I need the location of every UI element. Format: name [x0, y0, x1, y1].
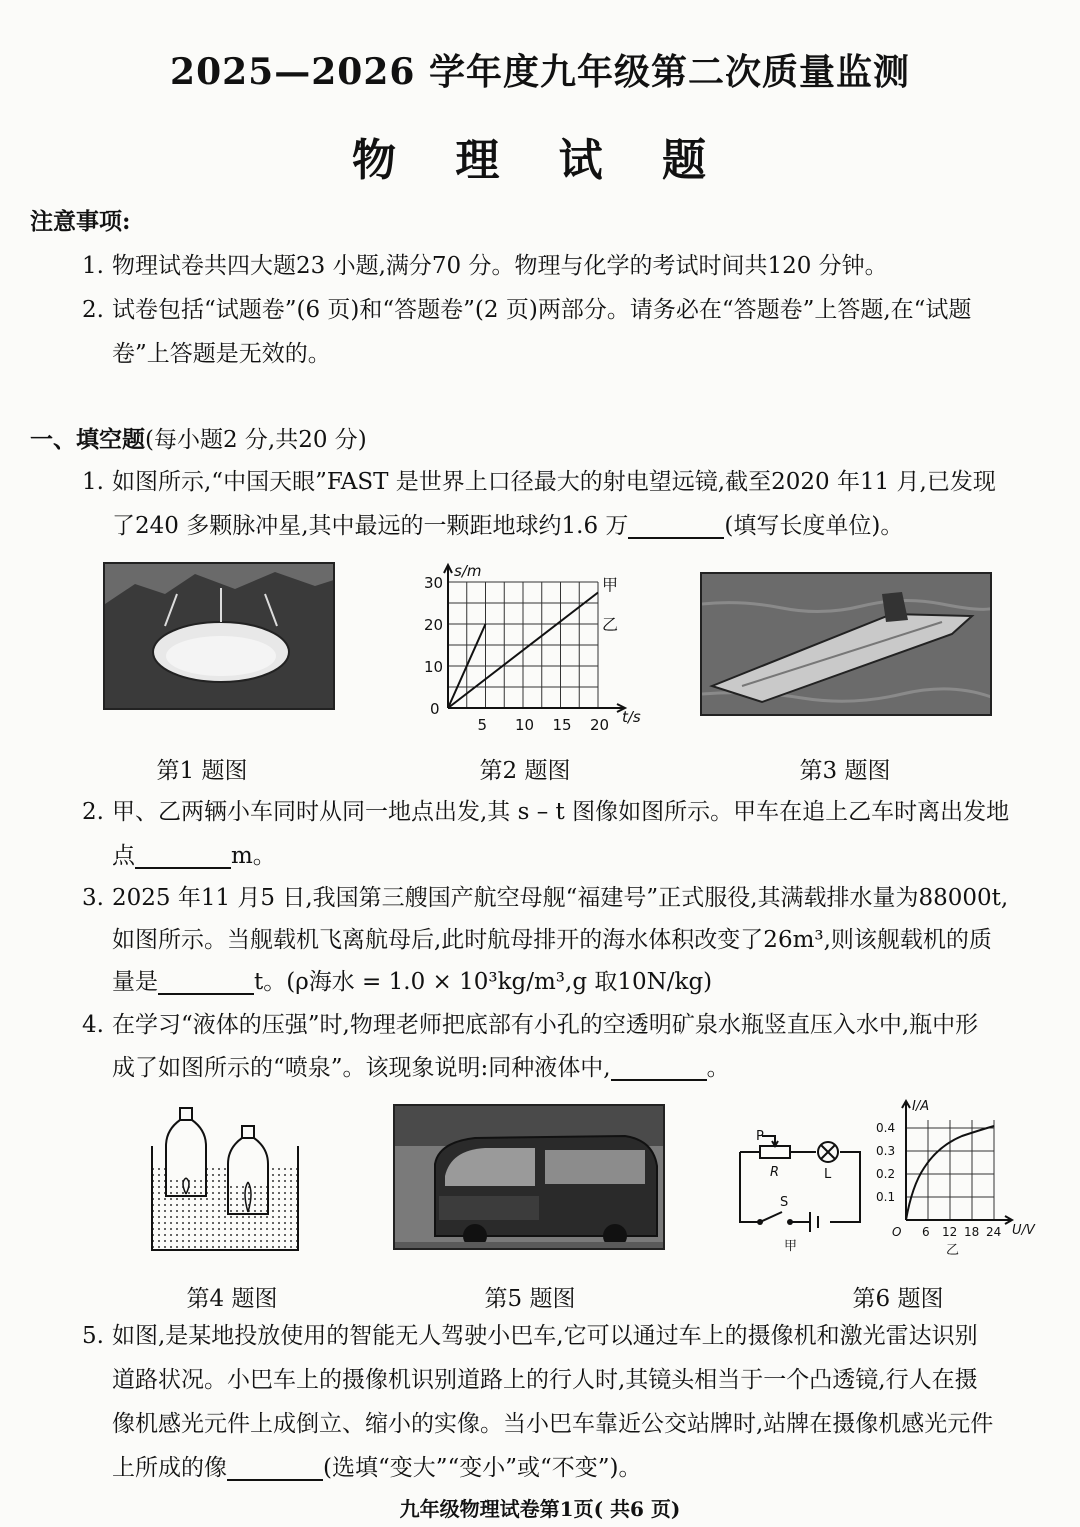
- q1-answer-blank[interactable]: [628, 511, 724, 539]
- notice-item-1: [82, 244, 888, 288]
- section-note: (每小题2 分,共20 分): [145, 427, 367, 453]
- q3-line2: 如图所示。当舰载机飞离航母后,此时航母排开的海水体积改变了26m³,则该舰载机的质: [112, 927, 992, 953]
- q1-line2: [112, 504, 903, 548]
- fast-telescope-photo: [103, 562, 335, 710]
- xtick-label: 5: [477, 716, 488, 734]
- q5-answer-blank[interactable]: [227, 1453, 323, 1481]
- section-heading: [30, 418, 367, 462]
- aircraft-carrier-photo: [700, 572, 992, 716]
- origin-label: 0: [430, 700, 440, 718]
- exam-title: 2025—2026 学年度九年级第二次质量监测: [170, 51, 910, 93]
- ytick-label: 20: [424, 616, 444, 634]
- circuit-label-l: L: [824, 1167, 832, 1182]
- q2-num: 2.: [82, 799, 104, 825]
- iu-xtick-24: 24: [986, 1225, 1002, 1239]
- legend-yi: 乙: [602, 615, 619, 634]
- legend-jia: 甲: [602, 575, 619, 595]
- iu-xtick-12: 12: [942, 1225, 958, 1239]
- question-2: [82, 790, 1009, 834]
- caption-fig4: 第4 题图: [186, 1286, 278, 1312]
- q2-answer-blank[interactable]: [135, 841, 231, 869]
- q5-line4: [112, 1446, 642, 1490]
- subject-title: 物 理 试 题: [352, 135, 728, 186]
- ytick-label: 30: [424, 574, 444, 592]
- caption-fig2: 第2 题图: [479, 758, 571, 784]
- q2-line2a: 点: [112, 843, 135, 869]
- caption-fig1: 第1 题图: [156, 758, 248, 784]
- q1-line1: 如图所示,“中国天眼”FAST 是世界上口径最大的射电望远镜,截至2020 年11 月,已发现: [112, 469, 996, 495]
- circuit-label-jia: 甲: [784, 1239, 798, 1252]
- q4-num: 4.: [82, 1012, 104, 1038]
- circuit-label-p: P: [756, 1129, 764, 1144]
- xtick-label: 10: [515, 716, 535, 734]
- q5-line4b: (选填“变大”“变小”或“不变”)。: [323, 1455, 642, 1481]
- notice-num-1: 1.: [82, 253, 104, 279]
- question-1: [82, 460, 996, 504]
- q2-line1: 甲、乙两辆小车同时从同一地点出发,其 s – t 图像如图所示。甲车在追上乙车时离出发地: [112, 799, 1010, 825]
- caption-fig6: 第6 题图: [852, 1286, 944, 1312]
- q5-line4a: 上所成的像: [112, 1455, 227, 1481]
- xtick-label: 20: [590, 716, 610, 734]
- notice-heading: 注意事项:: [30, 208, 131, 235]
- q4-line2: [112, 1046, 730, 1090]
- q1-line2a: 了240 多颗脉冲星,其中最远的一颗距地球约1.6 万: [112, 513, 629, 539]
- section-title: 一、填空题: [30, 426, 145, 453]
- q2-line2: [112, 834, 276, 878]
- q3-line3: [112, 960, 712, 1004]
- q4-line2b: 。: [706, 1055, 730, 1081]
- iu-ytick-01: 0.1: [876, 1190, 896, 1204]
- iu-ytick-04: 0.4: [876, 1121, 896, 1135]
- circuit-label-s: S: [780, 1195, 789, 1210]
- question-3: [82, 876, 1008, 920]
- q3-line1: 2025 年11 月5 日,我国第三艘国产航空母舰“福建号”正式服役,其满载排水量为88000t,: [112, 885, 1009, 911]
- q5-line1: 如图,是某地投放使用的智能无人驾驶小巴车,它可以通过车上的摄像机和激光雷达识别: [112, 1323, 978, 1349]
- iu-label-yi: 乙: [946, 1243, 960, 1258]
- q3-answer-blank[interactable]: [158, 967, 254, 995]
- iu-ytick-02: 0.2: [876, 1167, 896, 1181]
- page-footer: 九年级物理试卷第1页( 共6 页): [399, 1497, 681, 1521]
- question-5: [82, 1314, 978, 1358]
- iu-ytick-03: 0.3: [876, 1144, 896, 1158]
- q4-line1: 在学习“液体的压强”时,物理老师把底部有小孔的空透明矿泉水瓶竖直压入水中,瓶中形: [112, 1012, 979, 1038]
- caption-fig5: 第5 题图: [484, 1286, 576, 1312]
- iu-origin: O: [892, 1225, 902, 1239]
- iu-xlabel: U/V: [1012, 1223, 1035, 1238]
- iu-xtick-6: 6: [922, 1225, 930, 1239]
- notice-item-2: [82, 288, 971, 332]
- iu-graph: [872, 1096, 1048, 1260]
- circuit-label-r: R: [770, 1165, 780, 1180]
- q3-line3b: t。(ρ海水 = 1.0 × 10³kg/m³,g 取10N/kg): [254, 969, 713, 995]
- notice-text-2: 试卷包括“试题卷”(6 页)和“答题卷”(2 页)两部分。请务必在“答题卷”上答题,在“试题: [112, 297, 972, 323]
- st-chart-svg: [418, 556, 650, 736]
- question-4: [82, 1003, 978, 1047]
- q5-line2: 道路状况。小巴车上的摄像机识别道路上的行人时,其镜头相当于一个凸透镜,行人在摄: [112, 1367, 978, 1393]
- x-axis-label: t/s: [622, 708, 641, 726]
- st-chart: [418, 556, 650, 736]
- xtick-label: 15: [552, 716, 572, 734]
- notice-text-2b: 卷”上答题是无效的。: [112, 341, 331, 367]
- circuit-diagram: [730, 1112, 870, 1252]
- q1-num: 1.: [82, 469, 104, 495]
- q5-num: 5.: [82, 1323, 104, 1349]
- q3-line3a: 量是: [112, 969, 158, 995]
- q5-line3: 像机感光元件上成倒立、缩小的实像。当小巴车靠近公交站牌时,站牌在摄像机感光元件: [112, 1411, 994, 1437]
- caption-fig3: 第3 题图: [799, 758, 891, 784]
- q4-line2a: 成了如图所示的“喷泉”。该现象说明:同种液体中,: [112, 1055, 611, 1081]
- q1-line2b: (填写长度单位)。: [724, 513, 904, 539]
- q3-num: 3.: [82, 885, 104, 911]
- ytick-label: 10: [424, 658, 444, 676]
- notice-num-2: 2.: [82, 297, 104, 323]
- q4-answer-blank[interactable]: [611, 1053, 707, 1081]
- q2-line2b: m。: [231, 843, 276, 869]
- iu-xtick-18: 18: [964, 1225, 980, 1239]
- y-axis-label: s/m: [454, 562, 482, 580]
- iu-ylabel: I/A: [912, 1099, 930, 1114]
- driverless-bus-photo: [393, 1104, 665, 1250]
- water-bottle-diagram: [150, 1106, 300, 1254]
- notice-text-1: 物理试卷共四大题23 小题,满分70 分。物理与化学的考试时间共120 分钟。: [112, 253, 888, 279]
